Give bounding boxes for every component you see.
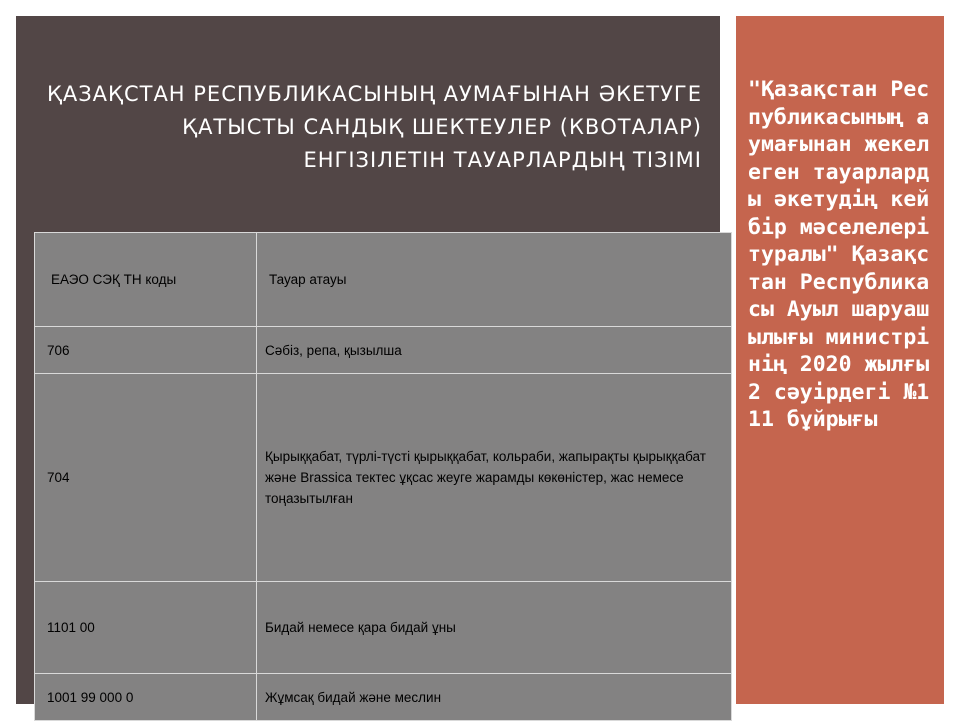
header-code: ЕАЭО СЭҚ ТН коды bbox=[35, 233, 257, 327]
table-header-row bbox=[35, 233, 732, 327]
left-panel bbox=[16, 16, 720, 704]
cell-name: Бидай немесе қара бидай ұны bbox=[257, 582, 732, 674]
cell-name: Қырыққабат, түрлі-түсті қырыққабат, кольраби, жапырақты қырыққабат және Brassica тектес ұқсас жеуге жарамды көкөністер, жас немесе тоңазытылған bbox=[257, 374, 732, 582]
cell-name: Сәбіз, репа, қызылша bbox=[257, 327, 732, 374]
cell-code: 706 bbox=[35, 327, 257, 374]
right-panel bbox=[736, 16, 944, 704]
side-note: "Қазақстан Республикасының аумағынан жекелеген тауарларды әкетудің кейбір мәселелері туралы" Қазақстан Республикасы Ауыл шаруашылығы министрінің 2020 жылғы 2 сәуірдегі №111 бұйрығы bbox=[748, 77, 930, 432]
slide-title: ҚАЗАҚСТАН РЕСПУБЛИКАСЫНЫҢ АУМАҒЫНАН ӘКЕТУГЕ ҚАТЫСТЫ САНДЫҚ ШЕКТЕУЛЕР (КВОТАЛАР) ЕНГІЗІЛЕТІН ТАУАРЛАРДЫҢ ТІЗІМІ bbox=[46, 82, 702, 172]
table-row bbox=[35, 374, 732, 582]
table-row bbox=[35, 327, 732, 374]
cell-name: Жұмсақ бидай және меслин bbox=[257, 674, 732, 721]
header-name: Тауар атауы bbox=[257, 233, 732, 327]
table-row bbox=[35, 582, 732, 674]
quota-table bbox=[34, 232, 732, 721]
table-row bbox=[35, 674, 732, 721]
cell-code: 704 bbox=[35, 374, 257, 582]
cell-code: 1001 99 000 0 bbox=[35, 674, 257, 721]
cell-code: 1101 00 bbox=[35, 582, 257, 674]
